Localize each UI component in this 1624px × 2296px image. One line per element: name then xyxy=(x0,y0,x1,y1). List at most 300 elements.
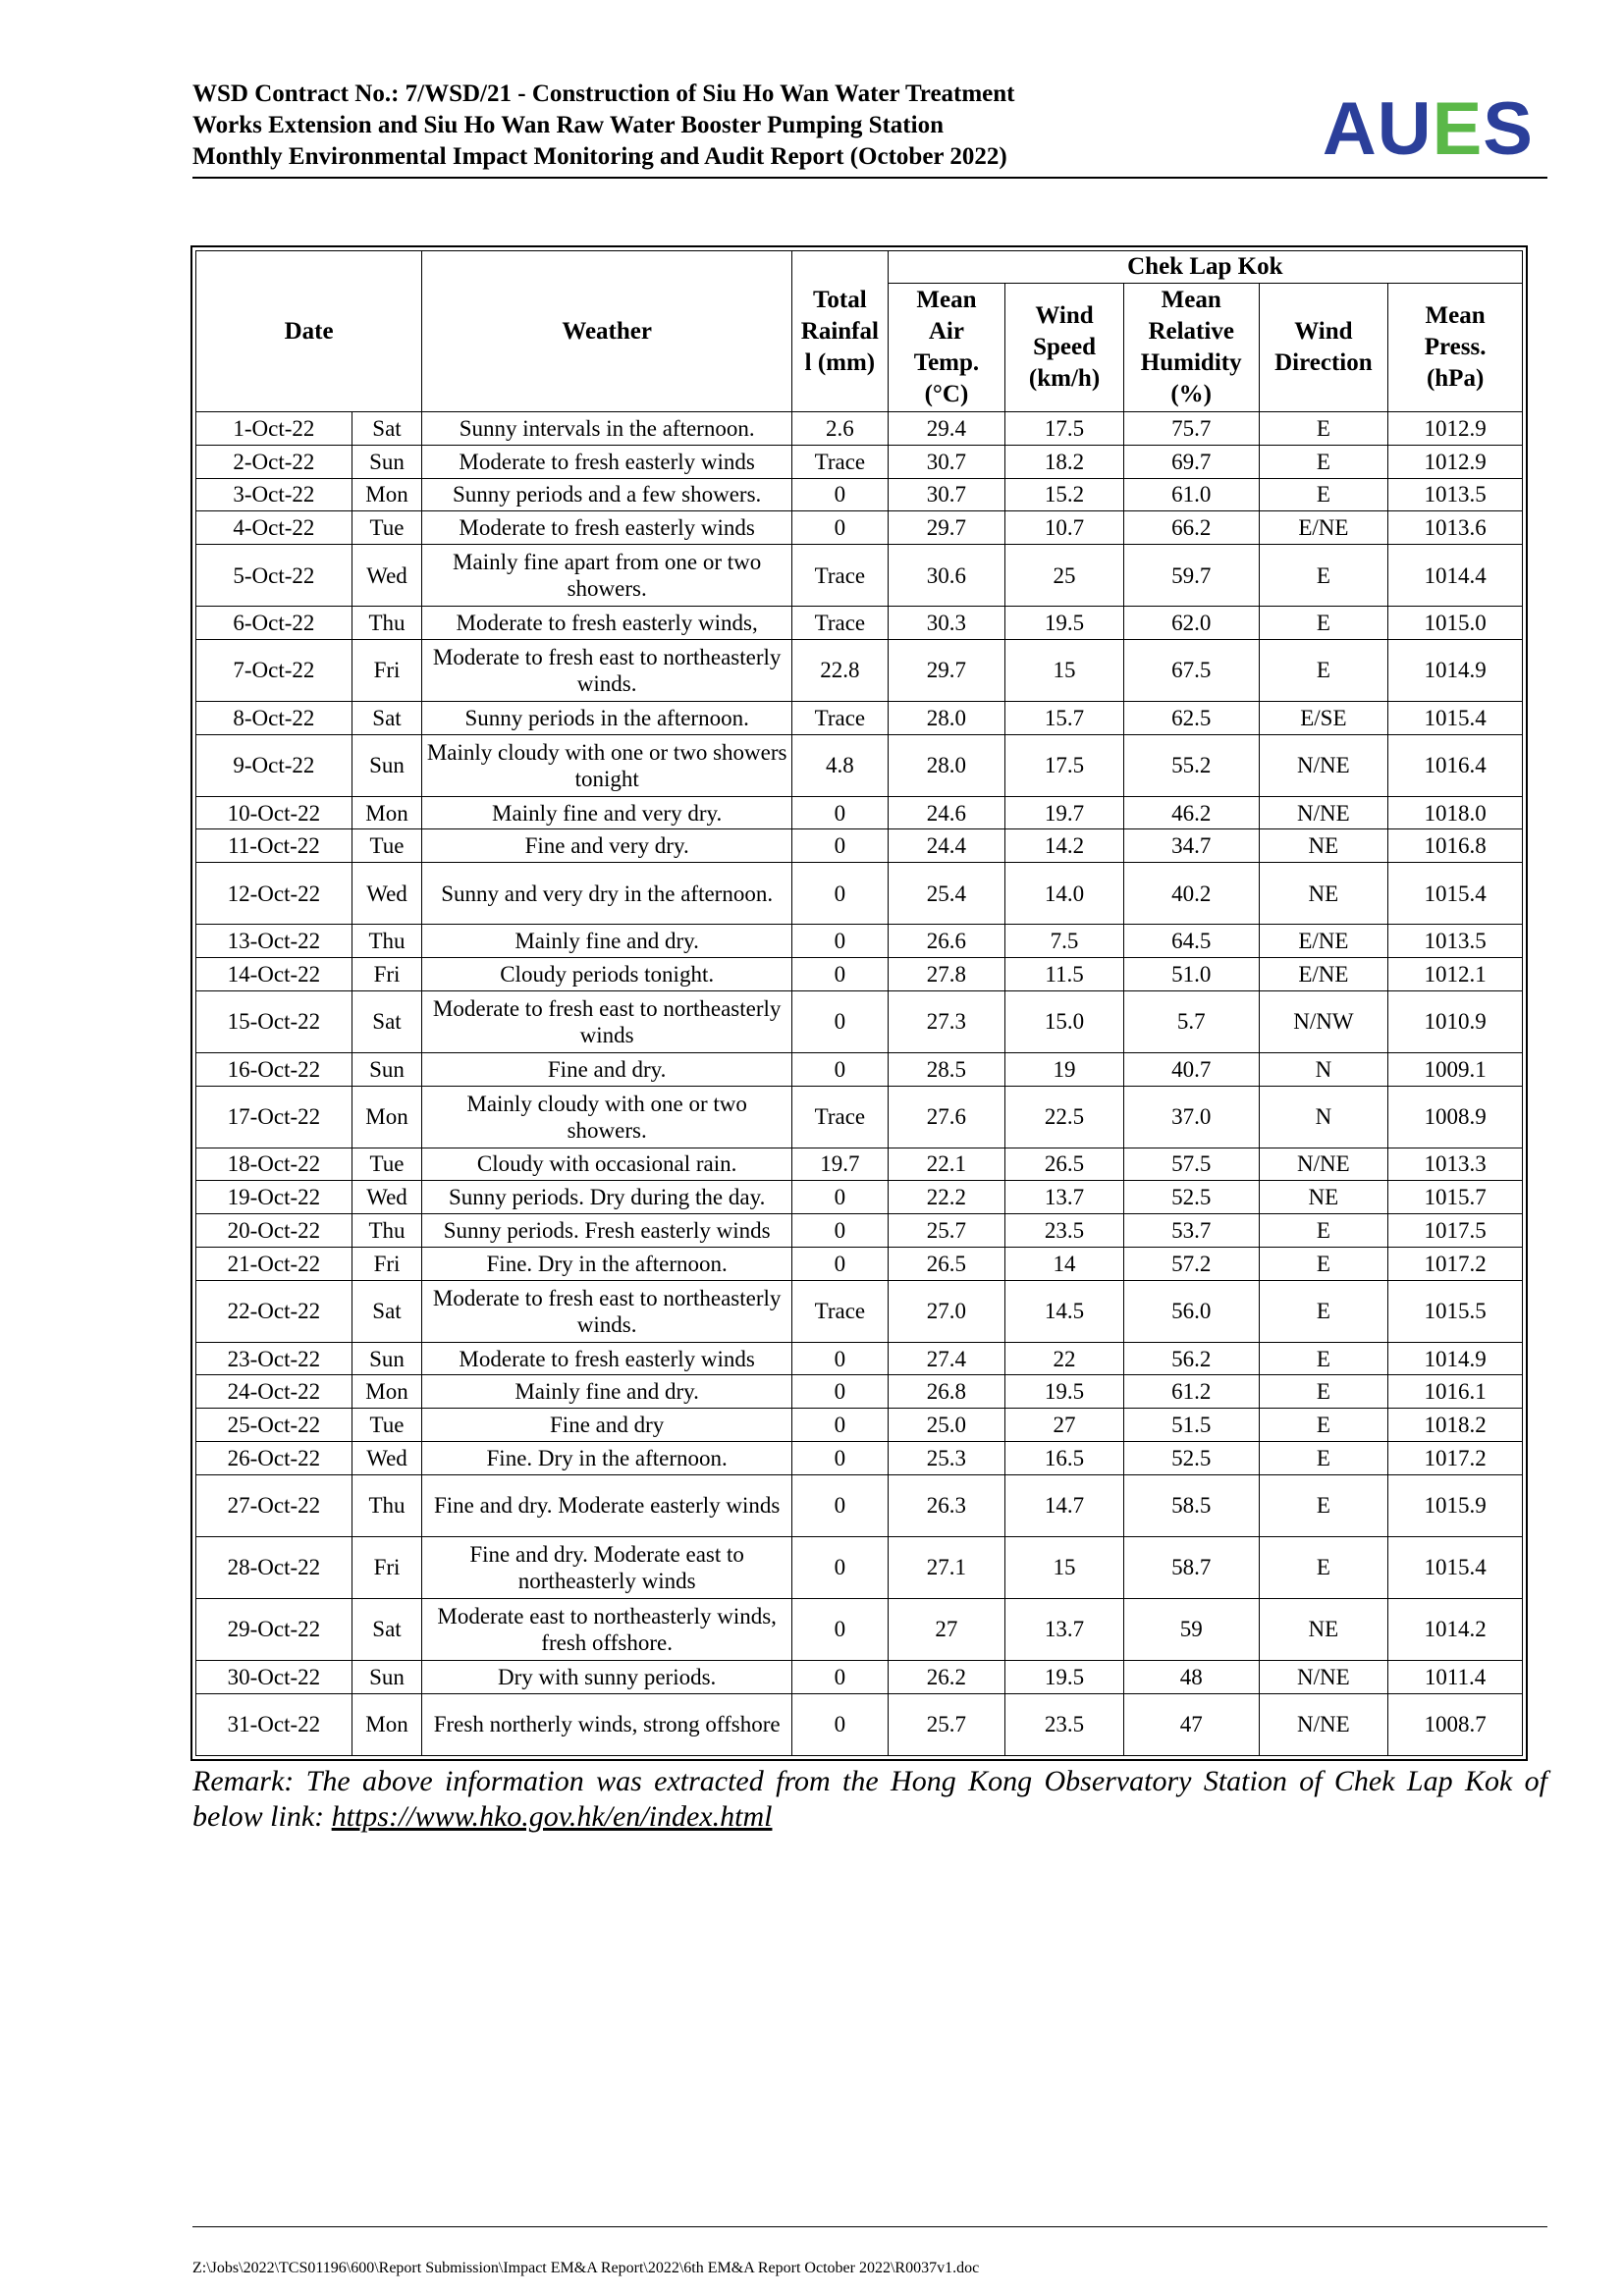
cell-wind-speed: 16.5 xyxy=(1005,1442,1124,1475)
table-row xyxy=(196,1442,1523,1475)
cell-rainfall: 0 xyxy=(792,1375,889,1409)
table-row xyxy=(196,796,1523,829)
cell-humidity: 62.0 xyxy=(1123,607,1259,640)
cell-pressure: 1013.5 xyxy=(1388,478,1523,511)
air-temp-header-line: (°C) xyxy=(924,381,969,407)
cell-rainfall: 0 xyxy=(792,1052,889,1086)
table-row xyxy=(196,863,1523,925)
cell-weather: Moderate to fresh east to northeasterly winds. xyxy=(422,639,792,701)
cell-weather: Moderate to fresh easterly winds xyxy=(422,445,792,478)
cell-air-temp: 27 xyxy=(888,1598,1005,1660)
cell-pressure: 1018.2 xyxy=(1388,1409,1523,1442)
table-row xyxy=(196,1052,1523,1086)
cell-air-temp: 25.4 xyxy=(888,863,1005,925)
cell-humidity: 64.5 xyxy=(1123,925,1259,958)
cell-date: 22-Oct-22 xyxy=(196,1280,352,1342)
cell-air-temp: 25.0 xyxy=(888,1409,1005,1442)
cell-wind-direction: E xyxy=(1259,1442,1388,1475)
cell-weather: Sunny periods. Fresh easterly winds xyxy=(422,1214,792,1248)
cell-date: 9-Oct-22 xyxy=(196,734,352,796)
humidity-header-line: (%) xyxy=(1170,381,1213,407)
cell-day: Fri xyxy=(352,1536,421,1598)
cell-pressure: 1015.9 xyxy=(1388,1474,1523,1536)
cell-pressure: 1015.0 xyxy=(1388,607,1523,640)
cell-air-temp: 29.7 xyxy=(888,511,1005,545)
table-row xyxy=(196,1375,1523,1409)
cell-wind-direction: N xyxy=(1259,1052,1388,1086)
cell-day: Fri xyxy=(352,958,421,991)
cell-pressure: 1014.4 xyxy=(1388,545,1523,607)
cell-date: 31-Oct-22 xyxy=(196,1693,352,1755)
cell-day: Tue xyxy=(352,1409,421,1442)
cell-air-temp: 29.4 xyxy=(888,412,1005,446)
cell-weather: Moderate to fresh easterly winds xyxy=(422,1342,792,1375)
header-divider xyxy=(192,177,1547,179)
cell-rainfall: 0 xyxy=(792,1342,889,1375)
cell-pressure: 1013.5 xyxy=(1388,925,1523,958)
cell-pressure: 1016.1 xyxy=(1388,1375,1523,1409)
cell-wind-speed: 15.2 xyxy=(1005,478,1124,511)
cell-humidity: 66.2 xyxy=(1123,511,1259,545)
wind-speed-header-line: Wind xyxy=(1035,302,1094,329)
cell-wind-direction: E xyxy=(1259,1474,1388,1536)
cell-wind-direction: E xyxy=(1259,639,1388,701)
cell-air-temp: 27.3 xyxy=(888,990,1005,1052)
cell-day: Sat xyxy=(352,412,421,446)
cell-air-temp: 26.3 xyxy=(888,1474,1005,1536)
cell-date: 30-Oct-22 xyxy=(196,1660,352,1693)
table-row xyxy=(196,445,1523,478)
wind-speed-header-line: (km/h) xyxy=(1028,365,1101,392)
cell-wind-speed: 7.5 xyxy=(1005,925,1124,958)
cell-day: Mon xyxy=(352,1693,421,1755)
cell-date: 15-Oct-22 xyxy=(196,990,352,1052)
cell-date: 6-Oct-22 xyxy=(196,607,352,640)
table-row xyxy=(196,990,1523,1052)
cell-wind-direction: E xyxy=(1259,1409,1388,1442)
cell-weather: Fine and dry. xyxy=(422,1052,792,1086)
weather-table-container xyxy=(190,245,1528,1761)
air-temp-header-line: Temp. xyxy=(913,349,980,376)
cell-weather: Mainly cloudy with one or two showers tonight xyxy=(422,734,792,796)
table-row xyxy=(196,734,1523,796)
table-row xyxy=(196,478,1523,511)
cell-weather: Mainly fine and very dry. xyxy=(422,796,792,829)
cell-wind-direction: NE xyxy=(1259,1181,1388,1214)
air-temp-header-line: Mean xyxy=(916,287,977,313)
table-row xyxy=(196,1181,1523,1214)
cell-day: Tue xyxy=(352,511,421,545)
cell-air-temp: 27.0 xyxy=(888,1280,1005,1342)
cell-air-temp: 25.3 xyxy=(888,1442,1005,1475)
cell-weather: Sunny periods and a few showers. xyxy=(422,478,792,511)
cell-pressure: 1015.5 xyxy=(1388,1280,1523,1342)
cell-weather: Sunny periods. Dry during the day. xyxy=(422,1181,792,1214)
weather-table xyxy=(195,250,1523,1756)
cell-pressure: 1015.4 xyxy=(1388,701,1523,734)
cell-air-temp: 26.6 xyxy=(888,925,1005,958)
table-row xyxy=(196,958,1523,991)
cell-wind-direction: NE xyxy=(1259,863,1388,925)
cell-wind-direction: N/NE xyxy=(1259,734,1388,796)
cell-humidity: 59 xyxy=(1123,1598,1259,1660)
table-row xyxy=(196,1148,1523,1181)
cell-wind-direction: N/NE xyxy=(1259,796,1388,829)
col-header-pressure xyxy=(1388,284,1523,412)
cell-wind-speed: 23.5 xyxy=(1005,1693,1124,1755)
cell-rainfall: Trace xyxy=(792,1280,889,1342)
cell-day: Mon xyxy=(352,796,421,829)
cell-weather: Moderate to fresh east to northeasterly winds xyxy=(422,990,792,1052)
cell-humidity: 67.5 xyxy=(1123,639,1259,701)
cell-wind-direction: NE xyxy=(1259,1598,1388,1660)
cell-wind-speed: 22.5 xyxy=(1005,1086,1124,1148)
remark-text: Remark: The above information was extracted from the Hong Kong Observatory Station of Chek Lap Kok of below link: xyxy=(192,1765,1547,1833)
cell-date: 2-Oct-22 xyxy=(196,445,352,478)
cell-humidity: 75.7 xyxy=(1123,412,1259,446)
cell-date: 17-Oct-22 xyxy=(196,1086,352,1148)
cell-humidity: 57.2 xyxy=(1123,1247,1259,1280)
cell-air-temp: 22.2 xyxy=(888,1181,1005,1214)
cell-rainfall: Trace xyxy=(792,445,889,478)
cell-wind-direction: E xyxy=(1259,545,1388,607)
report-title xyxy=(192,79,1015,173)
cell-humidity: 51.5 xyxy=(1123,1409,1259,1442)
cell-day: Sun xyxy=(352,445,421,478)
cell-rainfall: Trace xyxy=(792,545,889,607)
cell-day: Fri xyxy=(352,1247,421,1280)
cell-air-temp: 27.1 xyxy=(888,1536,1005,1598)
cell-wind-direction: E xyxy=(1259,412,1388,446)
cell-weather: Cloudy with occasional rain. xyxy=(422,1148,792,1181)
cell-pressure: 1015.7 xyxy=(1388,1181,1523,1214)
cell-humidity: 53.7 xyxy=(1123,1214,1259,1248)
cell-date: 28-Oct-22 xyxy=(196,1536,352,1598)
cell-rainfall: 0 xyxy=(792,511,889,545)
cell-rainfall: 0 xyxy=(792,863,889,925)
cell-day: Sat xyxy=(352,701,421,734)
cell-humidity: 55.2 xyxy=(1123,734,1259,796)
aues-logo xyxy=(1322,87,1534,171)
cell-air-temp: 28.5 xyxy=(888,1052,1005,1086)
cell-humidity: 37.0 xyxy=(1123,1086,1259,1148)
cell-wind-direction: E xyxy=(1259,1280,1388,1342)
cell-date: 23-Oct-22 xyxy=(196,1342,352,1375)
cell-wind-direction: E/NE xyxy=(1259,511,1388,545)
cell-date: 5-Oct-22 xyxy=(196,545,352,607)
cell-pressure: 1015.4 xyxy=(1388,1536,1523,1598)
cell-wind-direction: E xyxy=(1259,1342,1388,1375)
cell-day: Mon xyxy=(352,1375,421,1409)
cell-pressure: 1008.9 xyxy=(1388,1086,1523,1148)
cell-day: Sun xyxy=(352,1052,421,1086)
cell-air-temp: 26.8 xyxy=(888,1375,1005,1409)
cell-wind-direction: E xyxy=(1259,445,1388,478)
cell-wind-speed: 17.5 xyxy=(1005,412,1124,446)
cell-humidity: 51.0 xyxy=(1123,958,1259,991)
cell-day: Mon xyxy=(352,1086,421,1148)
report-title-line-1: WSD Contract No.: 7/WSD/21 - Construction of Siu Ho Wan Water Treatment xyxy=(192,80,1015,107)
air-temp-header-line: Air xyxy=(928,318,964,345)
cell-wind-speed: 17.5 xyxy=(1005,734,1124,796)
cell-air-temp: 28.0 xyxy=(888,734,1005,796)
cell-wind-direction: N/NE xyxy=(1259,1693,1388,1755)
cell-day: Wed xyxy=(352,1442,421,1475)
col-header-wind-speed xyxy=(1005,284,1124,412)
cell-weather: Fine and very dry. xyxy=(422,829,792,863)
rainfall-header-line: Rainfal xyxy=(800,317,879,345)
cell-humidity: 61.0 xyxy=(1123,478,1259,511)
cell-air-temp: 22.1 xyxy=(888,1148,1005,1181)
cell-weather: Dry with sunny periods. xyxy=(422,1660,792,1693)
cell-wind-speed: 14.5 xyxy=(1005,1280,1124,1342)
cell-wind-speed: 15 xyxy=(1005,639,1124,701)
cell-pressure: 1013.6 xyxy=(1388,511,1523,545)
cell-weather: Fresh northerly winds, strong offshore xyxy=(422,1693,792,1755)
wind-direction-header-line: Wind xyxy=(1294,318,1353,345)
cell-pressure: 1012.9 xyxy=(1388,445,1523,478)
cell-date: 7-Oct-22 xyxy=(196,639,352,701)
logo-letter: A xyxy=(1322,87,1378,171)
cell-weather: Sunny periods in the afternoon. xyxy=(422,701,792,734)
cell-wind-direction: E/NE xyxy=(1259,958,1388,991)
cell-date: 27-Oct-22 xyxy=(196,1474,352,1536)
cell-wind-speed: 19.5 xyxy=(1005,1375,1124,1409)
wind-speed-header-line: Speed xyxy=(1033,334,1096,360)
cell-wind-speed: 18.2 xyxy=(1005,445,1124,478)
cell-pressure: 1014.2 xyxy=(1388,1598,1523,1660)
cell-date: 14-Oct-22 xyxy=(196,958,352,991)
cell-rainfall: 0 xyxy=(792,478,889,511)
cell-wind-speed: 13.7 xyxy=(1005,1181,1124,1214)
hko-link[interactable]: https://www.hko.gov.hk/en/index.html xyxy=(331,1800,773,1833)
cell-air-temp: 30.6 xyxy=(888,545,1005,607)
logo-letter: U xyxy=(1377,87,1433,171)
cell-pressure: 1018.0 xyxy=(1388,796,1523,829)
table-row xyxy=(196,925,1523,958)
cell-rainfall: 0 xyxy=(792,1214,889,1248)
cell-humidity: 57.5 xyxy=(1123,1148,1259,1181)
cell-wind-speed: 19.5 xyxy=(1005,607,1124,640)
cell-weather: Moderate to fresh east to northeasterly winds. xyxy=(422,1280,792,1342)
cell-humidity: 5.7 xyxy=(1123,990,1259,1052)
rainfall-header-line: l (mm) xyxy=(804,348,876,376)
cell-rainfall: 0 xyxy=(792,796,889,829)
cell-rainfall: 2.6 xyxy=(792,412,889,446)
cell-rainfall: 19.7 xyxy=(792,1148,889,1181)
cell-day: Mon xyxy=(352,478,421,511)
cell-date: 4-Oct-22 xyxy=(196,511,352,545)
cell-wind-speed: 14.0 xyxy=(1005,863,1124,925)
cell-wind-speed: 14 xyxy=(1005,1247,1124,1280)
table-row xyxy=(196,829,1523,863)
logo-letter: S xyxy=(1483,87,1534,171)
humidity-header-line: Humidity xyxy=(1140,349,1242,376)
cell-day: Sat xyxy=(352,990,421,1052)
cell-humidity: 52.5 xyxy=(1123,1181,1259,1214)
cell-rainfall: 4.8 xyxy=(792,734,889,796)
page-header xyxy=(192,79,1547,177)
cell-rainfall: 0 xyxy=(792,958,889,991)
cell-weather: Sunny and very dry in the afternoon. xyxy=(422,863,792,925)
cell-day: Thu xyxy=(352,1474,421,1536)
cell-air-temp: 30.3 xyxy=(888,607,1005,640)
cell-air-temp: 27.4 xyxy=(888,1342,1005,1375)
cell-date: 25-Oct-22 xyxy=(196,1409,352,1442)
humidity-header-line: Mean xyxy=(1161,287,1221,313)
cell-date: 21-Oct-22 xyxy=(196,1247,352,1280)
table-row xyxy=(196,1660,1523,1693)
cell-day: Sun xyxy=(352,1342,421,1375)
pressure-header-line: Press. xyxy=(1424,334,1487,360)
cell-wind-direction: E xyxy=(1259,607,1388,640)
cell-day: Wed xyxy=(352,863,421,925)
remark xyxy=(192,1764,1547,1835)
cell-date: 1-Oct-22 xyxy=(196,412,352,446)
cell-wind-speed: 19.5 xyxy=(1005,1660,1124,1693)
cell-rainfall: 0 xyxy=(792,1474,889,1536)
cell-date: 12-Oct-22 xyxy=(196,863,352,925)
cell-weather: Fine. Dry in the afternoon. xyxy=(422,1442,792,1475)
cell-rainfall: 0 xyxy=(792,1598,889,1660)
cell-day: Thu xyxy=(352,1214,421,1248)
cell-pressure: 1010.9 xyxy=(1388,990,1523,1052)
cell-pressure: 1016.4 xyxy=(1388,734,1523,796)
cell-wind-direction: N/NE xyxy=(1259,1660,1388,1693)
cell-weather: Moderate to fresh easterly winds, xyxy=(422,607,792,640)
cell-wind-direction: E xyxy=(1259,478,1388,511)
cell-pressure: 1012.1 xyxy=(1388,958,1523,991)
cell-wind-speed: 26.5 xyxy=(1005,1148,1124,1181)
table-row xyxy=(196,1247,1523,1280)
table-row xyxy=(196,1693,1523,1755)
cell-day: Thu xyxy=(352,607,421,640)
report-title-line-3: Monthly Environmental Impact Monitoring and Audit Report (October 2022) xyxy=(192,143,1007,170)
humidity-header-line: Relative xyxy=(1148,318,1234,345)
cell-wind-speed: 14.7 xyxy=(1005,1474,1124,1536)
cell-air-temp: 24.4 xyxy=(888,829,1005,863)
station-header: Chek Lap Kok xyxy=(888,251,1522,284)
table-row xyxy=(196,701,1523,734)
cell-wind-direction: E/NE xyxy=(1259,925,1388,958)
cell-rainfall: 22.8 xyxy=(792,639,889,701)
logo-letter: E xyxy=(1432,87,1484,171)
cell-rainfall: 0 xyxy=(792,1181,889,1214)
cell-date: 10-Oct-22 xyxy=(196,796,352,829)
cell-wind-direction: N xyxy=(1259,1086,1388,1148)
cell-day: Tue xyxy=(352,1148,421,1181)
cell-date: 26-Oct-22 xyxy=(196,1442,352,1475)
cell-wind-speed: 25 xyxy=(1005,545,1124,607)
cell-pressure: 1008.7 xyxy=(1388,1693,1523,1755)
cell-day: Tue xyxy=(352,829,421,863)
table-row xyxy=(196,1280,1523,1342)
cell-pressure: 1012.9 xyxy=(1388,412,1523,446)
table-row xyxy=(196,1214,1523,1248)
cell-rainfall: 0 xyxy=(792,829,889,863)
cell-wind-direction: E xyxy=(1259,1375,1388,1409)
cell-wind-speed: 11.5 xyxy=(1005,958,1124,991)
cell-date: 13-Oct-22 xyxy=(196,925,352,958)
table-row xyxy=(196,545,1523,607)
cell-wind-speed: 13.7 xyxy=(1005,1598,1124,1660)
cell-humidity: 34.7 xyxy=(1123,829,1259,863)
cell-rainfall: 0 xyxy=(792,1660,889,1693)
table-row xyxy=(196,639,1523,701)
cell-date: 24-Oct-22 xyxy=(196,1375,352,1409)
cell-weather: Moderate east to northeasterly winds, fresh offshore. xyxy=(422,1598,792,1660)
table-row xyxy=(196,1342,1523,1375)
cell-pressure: 1014.9 xyxy=(1388,639,1523,701)
col-header-wind-direction xyxy=(1259,284,1388,412)
footer-divider xyxy=(192,2226,1547,2227)
cell-humidity: 40.2 xyxy=(1123,863,1259,925)
cell-wind-direction: N/NE xyxy=(1259,1148,1388,1181)
cell-date: 19-Oct-22 xyxy=(196,1181,352,1214)
cell-date: 11-Oct-22 xyxy=(196,829,352,863)
cell-wind-speed: 15.7 xyxy=(1005,701,1124,734)
cell-air-temp: 25.7 xyxy=(888,1693,1005,1755)
cell-rainfall: 0 xyxy=(792,1693,889,1755)
cell-humidity: 56.0 xyxy=(1123,1280,1259,1342)
cell-humidity: 61.2 xyxy=(1123,1375,1259,1409)
cell-weather: Mainly cloudy with one or two showers. xyxy=(422,1086,792,1148)
cell-rainfall: 0 xyxy=(792,925,889,958)
cell-weather: Moderate to fresh easterly winds xyxy=(422,511,792,545)
cell-weather: Fine. Dry in the afternoon. xyxy=(422,1247,792,1280)
cell-humidity: 59.7 xyxy=(1123,545,1259,607)
cell-day: Wed xyxy=(352,1181,421,1214)
cell-weather: Cloudy periods tonight. xyxy=(422,958,792,991)
cell-humidity: 62.5 xyxy=(1123,701,1259,734)
cell-wind-direction: E xyxy=(1259,1214,1388,1248)
cell-rainfall: Trace xyxy=(792,701,889,734)
cell-wind-speed: 19.7 xyxy=(1005,796,1124,829)
cell-humidity: 56.2 xyxy=(1123,1342,1259,1375)
table-row xyxy=(196,1086,1523,1148)
table-row xyxy=(196,1474,1523,1536)
table-row xyxy=(196,511,1523,545)
report-title-line-2: Works Extension and Siu Ho Wan Raw Water Booster Pumping Station xyxy=(192,112,944,138)
cell-wind-speed: 23.5 xyxy=(1005,1214,1124,1248)
cell-wind-speed: 10.7 xyxy=(1005,511,1124,545)
cell-air-temp: 27.6 xyxy=(888,1086,1005,1148)
cell-day: Sun xyxy=(352,1660,421,1693)
cell-humidity: 40.7 xyxy=(1123,1052,1259,1086)
table-row xyxy=(196,1536,1523,1598)
cell-date: 8-Oct-22 xyxy=(196,701,352,734)
cell-date: 29-Oct-22 xyxy=(196,1598,352,1660)
cell-wind-direction: E/SE xyxy=(1259,701,1388,734)
cell-pressure: 1017.2 xyxy=(1388,1247,1523,1280)
cell-day: Thu xyxy=(352,925,421,958)
col-header-rainfall xyxy=(792,251,889,412)
footer-file-path: Z:\Jobs\2022\TCS01196\600\Report Submission\Impact EM&A Report\2022\6th EM&A Report October 2022\R0037v1.doc xyxy=(192,2260,980,2276)
cell-rainfall: 0 xyxy=(792,990,889,1052)
cell-pressure: 1009.1 xyxy=(1388,1052,1523,1086)
cell-humidity: 46.2 xyxy=(1123,796,1259,829)
cell-rainfall: 0 xyxy=(792,1247,889,1280)
cell-wind-direction: E xyxy=(1259,1536,1388,1598)
cell-weather: Fine and dry xyxy=(422,1409,792,1442)
cell-weather: Mainly fine and dry. xyxy=(422,925,792,958)
cell-air-temp: 27.8 xyxy=(888,958,1005,991)
cell-weather: Fine and dry. Moderate easterly winds xyxy=(422,1474,792,1536)
cell-day: Wed xyxy=(352,545,421,607)
cell-air-temp: 28.0 xyxy=(888,701,1005,734)
cell-weather: Sunny intervals in the afternoon. xyxy=(422,412,792,446)
col-header-air-temp xyxy=(888,284,1005,412)
